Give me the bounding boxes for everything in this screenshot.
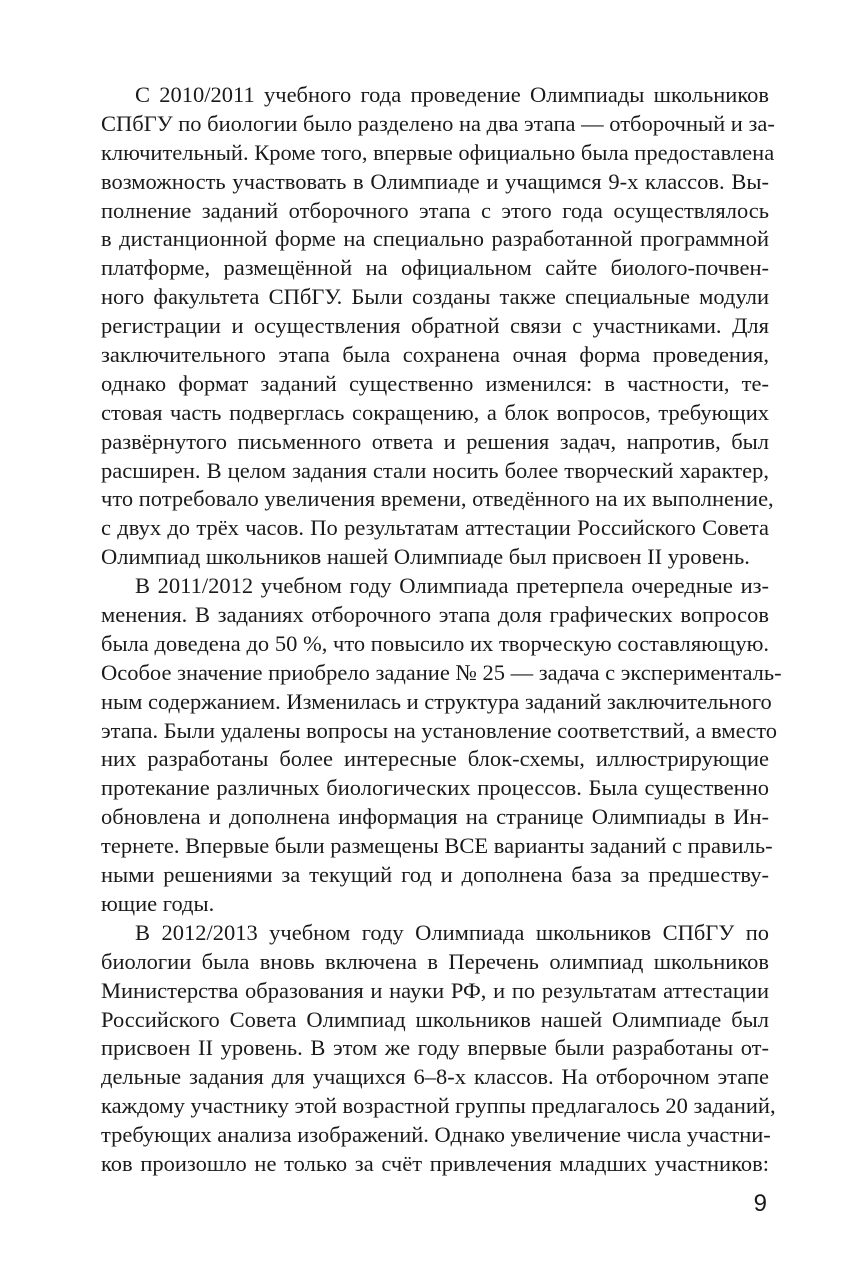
text-line: ключительный. Кроме того, впервые официально была предоставлена [101, 139, 775, 165]
text-line: регистрации и осуществления обратной связи с участниками. Для [101, 313, 769, 339]
page-number: 9 [753, 1190, 767, 1217]
text-line: с двух до трёх часов. По результатам аттестации Российского Совета [101, 515, 769, 541]
text-line: менения. В заданиях отборочного этапа доля графических вопросов [101, 602, 769, 628]
text-line: обновлена и дополнена информация на странице Олимпиады в Ин- [101, 804, 769, 830]
text-line: развёрнутого письменного ответа и решения задач, напротив, был [101, 428, 769, 454]
text-line: тернете. Впервые были размещены ВСЕ варианты заданий с правиль- [101, 833, 773, 859]
text-line: ющие годы. [101, 890, 215, 916]
text-line: В 2011/2012 учебном году Олимпиада претерпела очередные из- [135, 573, 769, 599]
text-column [101, 81, 782, 1179]
text-line: присвоен II уровень. В этом же году впервые были разработаны от- [101, 1035, 769, 1061]
page-body [101, 81, 782, 1179]
text-line: Олимпиад школьников нашей Олимпиаде был присвоен II уровень. [101, 544, 750, 570]
text-line: каждому участнику этой возрастной группы предлагалось 20 заданий, [101, 1093, 776, 1119]
text-line: в дистанционной форме на специально разработанной программной [101, 226, 769, 252]
text-line: протекание различных биологических процессов. Была существенно [101, 775, 769, 801]
text-line: была доведена до 50 %, что повысило их творческую составляющую. [101, 630, 769, 656]
text-line: платформе, размещённой на официальном сайте биолого-почвен- [101, 255, 769, 281]
text-line: однако формат заданий существенно изменился: в частности, те- [101, 370, 769, 396]
paragraph [101, 919, 776, 1179]
paragraph [101, 572, 782, 919]
text-line: ным содержанием. Изменилась и структура заданий заключительного [101, 688, 772, 714]
text-line: ков произошло не только за счёт привлечения младших участников: [101, 1150, 769, 1176]
text-line: биологии была вновь включена в Перечень олимпиад школьников [101, 948, 769, 974]
text-line: полнение заданий отборочного этапа с этого года осуществлялось [101, 197, 769, 223]
text-line: расширен. В целом задания стали носить более творческий характер, [101, 457, 769, 483]
text-line: требующих анализа изображений. Однако увеличение числа участни- [101, 1122, 771, 1148]
text-line: В 2012/2013 учебном году Олимпиада школьников СПбГУ по [135, 919, 769, 945]
text-line: ными решениями за текущий год и дополнена база за предшеству- [101, 862, 769, 888]
text-line: Особое значение приобрело задание № 25 — задача с эксперименталь- [101, 659, 782, 685]
text-line: них разработаны более интересные блок-схемы, иллюстрирующие [101, 746, 769, 772]
text-line: ного факультета СПбГУ. Были созданы также специальные модули [101, 284, 769, 310]
text-line: этапа. Были удалены вопросы на установление соответствий, а вместо [101, 717, 777, 743]
text-line: СПбГУ по биологии было разделено на два этапа — отборочный и за- [101, 110, 775, 136]
paragraph [101, 81, 775, 572]
text-line: Министерства образования и науки РФ, и по результатам аттестации [101, 977, 769, 1003]
text-line: Российского Совета Олимпиад школьников нашей Олимпиаде был [101, 1006, 769, 1032]
text-line: С 2010/2011 учебного года проведение Олимпиады школьников [135, 82, 769, 107]
text-line: заключительного этапа была сохранена очная форма проведения, [101, 342, 769, 368]
text-line: стовая часть подверглась сокращению, а блок вопросов, требующих [101, 399, 769, 425]
text-line: дельные задания для учащихся 6–8-х классов. На отборочном этапе [101, 1064, 769, 1090]
text-line: что потребовало увеличения времени, отведённого на их выполнение, [101, 486, 774, 512]
text-line: возможность участвовать в Олимпиаде и учащимся 9-х классов. Вы- [101, 168, 769, 194]
